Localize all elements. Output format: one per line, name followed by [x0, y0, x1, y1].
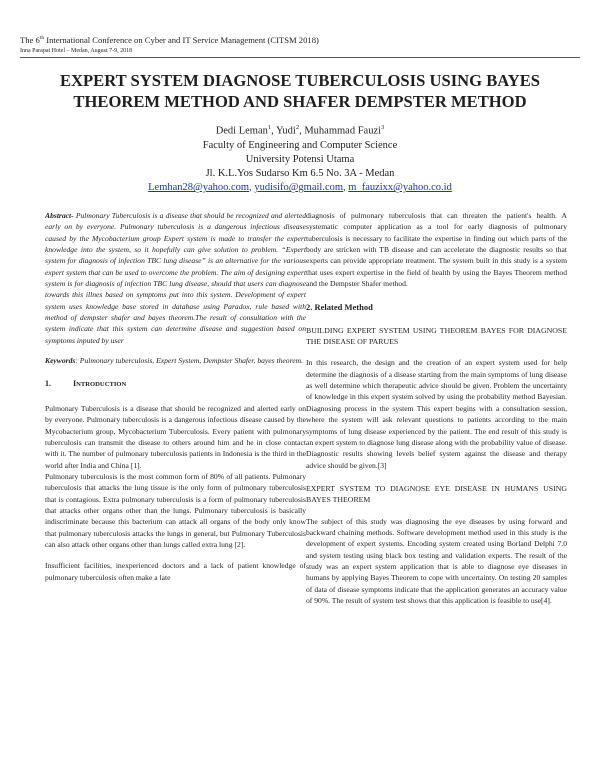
email-link-3[interactable]: m_fauzixx@yahoo.co.id: [348, 182, 452, 194]
header-rule: [20, 57, 580, 58]
author-names: Dedi Leman$^1$, Yudi$^2$, Muhammad Fauzi$^3$: [215, 124, 385, 137]
email-link-2[interactable]: yudisifo@gmail.com: [254, 182, 344, 194]
title-line-1: EXPERT SYSTEM DIAGNOSE TUBERCULOSIS USING BAYES: [59, 71, 541, 90]
email-list: Lemhan28@yahoo.com, yudisifo@gmail.com, m_fauzixx@yahoo.co.id: [148, 182, 452, 194]
intro-paragraph-continued: diagnosis of pulmonary tuberculosis that can threaten the patient's health. A systematic computer application as a tool for early diagnosis of pulmonary tuberculosis is necessary to facilitate the expertise in finding out which parts of the body are stricken with TB disease and can accelerate the diagnostic results so that experts can provide appropriate treatment. The system built in this study is a system that uses expert expertise in the field of health by using the Bayes Theorem method and the Dempster Shafer method.: [306, 211, 567, 289]
subheading-eye-disease: EXPERT SYSTEM TO DIAGNOSE EYE DISEASE IN HUMANS USING BAYES THEOREM: [306, 483, 567, 505]
left-column: [45, 210, 306, 583]
abstract: Abstract- Pulmonary Tuberculosis is a disease that should be recognized and alerted early on by everyone. Pulmonary tuberculosis is a dangerous infectious disease caused by the Mycobacterium group Expert system is made to transfer the expert knowledge into the system, so it hopefully can give solution to problem. “Expert system for diagnosis of infection TBC lung disease” is an alternative for the various expert system that can be used to overcome the problem. The aim of designing expert system is for diagnosis of infection TBC lung disease, should that users can diagnose towards this illnes based on symptoms put into this system. Development of expert system uses knowledge base stored in database using Paradox, rule based with method of dempster shafer and bayes theorem.The result of consultation with the system indicate that this system can determine disease and suggestion based on symptoms inputed by user: [45, 211, 306, 345]
intro-paragraph-2: Pulmonary tuberculosis is the most common form of 80% of all patients. Pulmonary tuberculosis that attacks the lung tissue is the only form of pulmonary tuberculosis that is contagious. Extra pulmonary tuberculosis is a form of pulmonary tuberculosis that attacks other organs other than the lungs. Pulmonary tuberculosis is basically indiscriminate because this bacterium can attack all organs of the body only know that pulmonary tuberculosis attacks the lungs in general, but Pulmonary Tuberculosis can also attack other organs other than lungs called extra lung [2].: [45, 471, 306, 549]
venue-line: Inna Parapat Hotel – Medan, August 7-9, 2018: [20, 48, 133, 54]
faculty: Faculty of Engineering and Computer Science: [202, 139, 398, 151]
address: Jl. K.L.Yos Sudarso Km 6.5 No. 3A - Medan: [205, 168, 395, 180]
section-heading-introduction: 1. INTRODUCTION: [45, 379, 127, 389]
intro-paragraph-3: Insufficient facilities, inexperienced doctors and a lack of patient knowledge of pulmonary tuberculosis often make a late: [45, 561, 306, 582]
title-line-2: THEOREM METHOD AND SHAFER DEMPSTER METHOD: [73, 92, 527, 111]
related-paragraph-2: The subject of this study was diagnosing the eye diseases by using forward and backward chaining methods. Software development method used in this study is the development of expert systems. Encoding system created using Borland Delphi 7.0 and system testing using black box testing and validation experts. The result of the study was an expert system application that is able to diagnose eye diseases in humans by applying Bayes Theorem to cope with uncertainty. On testing 20 samples of data of disease symptoms indicate that the application generates an accuracy value of 90%. The result of system test shows that this application is feasible to use[4].: [306, 516, 567, 605]
conference-header: The 6th International Conference on Cyber and IT Service Management (CITSM 2018): [20, 35, 319, 45]
right-column: [306, 210, 567, 606]
section-heading-related-method: 2. Related Method: [306, 302, 373, 313]
paper-title: [40, 70, 560, 112]
university: University Potensi Utama: [245, 153, 355, 165]
email-link-1[interactable]: Lemhan28@yahoo.com: [148, 182, 250, 194]
author-block: [40, 121, 560, 196]
related-paragraph-1: In this research, the design and the creation of an expert system used for help determine the diagnosis of a disease starting from the main symptoms of lung disease as well determine which therapeutic advice should be given. Problem the uncertainty of knowledge in this expert system solved by using the probability method Bayesian. Diagnosing process in the system This expert begins with a consultation session, where the system will ask relevant questions to patients according to the main symptoms of lung disease experienced by the patient. The end result of this study is an expert system to diagnose lung disease along with the probability value of disease. Diagnostic results showing levels belief system against the disease and therapy advice should be given.[3]: [306, 358, 567, 470]
intro-paragraph-1: Pulmonary Tuberculosis is a disease that should be recognized and alerted early on by everyone. Pulmonary tuberculosis is a dangerous infectious disease caused by the Mycobacterium group, Mycobacterium Tuberculosis. Every patient with pulmonary tuberculosis can transmit the disease to others around him and he in close contact with it. The number of pulmonary tuberculosis patients in Indonesia is the third in the world after India and China [1].: [45, 403, 306, 470]
keywords: Keywords: Pulmonary tuberculosis, Expert System, Dempster Shafer, bayes theorem.: [45, 356, 304, 366]
subheading-parues: BUILDING EXPERT SYSTEM USING THEOREM BAYES FOR DIAGNOSE THE DISEASE OF PARUES: [306, 325, 567, 347]
